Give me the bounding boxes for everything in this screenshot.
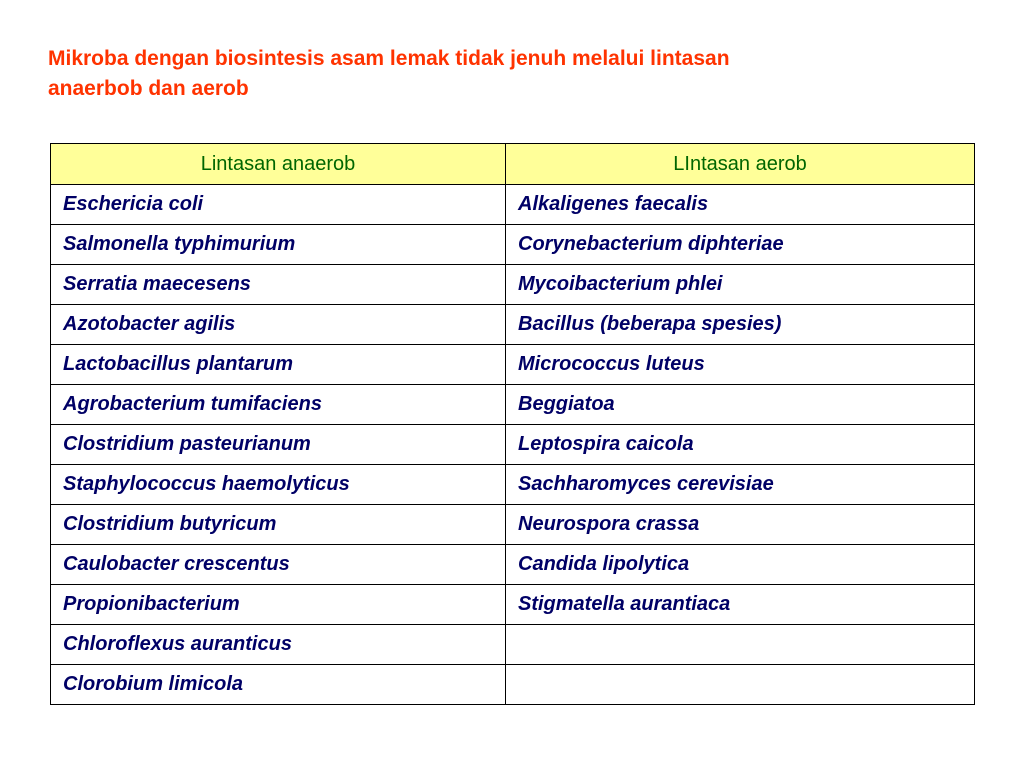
- table-row: [51, 505, 975, 545]
- cell-aerob: [506, 665, 975, 705]
- species-table: [50, 143, 975, 705]
- cell-aerob: Leptospira caicola: [506, 425, 975, 465]
- cell-aerob: Alkaligenes faecalis: [506, 185, 975, 225]
- cell-anaerob: Staphylococcus haemolyticus: [51, 465, 506, 505]
- table-row: [51, 665, 975, 705]
- cell-anaerob: Clorobium limicola: [51, 665, 506, 705]
- cell-aerob: Micrococcus luteus: [506, 345, 975, 385]
- cell-aerob: Stigmatella aurantiaca: [506, 585, 975, 625]
- slide-title-line-1: Mikroba dengan biosintesis asam lemak tidak jenuh melalui lintasan: [48, 47, 730, 70]
- cell-aerob: Neurospora crassa: [506, 505, 975, 545]
- table-header-row: [51, 144, 975, 185]
- cell-anaerob: Clostridium butyricum: [51, 505, 506, 545]
- cell-anaerob: Chloroflexus auranticus: [51, 625, 506, 665]
- table-row: [51, 625, 975, 665]
- cell-anaerob: Caulobacter crescentus: [51, 545, 506, 585]
- cell-anaerob: Agrobacterium tumifaciens: [51, 385, 506, 425]
- cell-aerob: [506, 625, 975, 665]
- cell-aerob: Candida lipolytica: [506, 545, 975, 585]
- table-row: [51, 465, 975, 505]
- header-aerob: LIntasan aerob: [506, 144, 975, 185]
- table-row: [51, 425, 975, 465]
- table-row: [51, 305, 975, 345]
- cell-anaerob: Azotobacter agilis: [51, 305, 506, 345]
- table-row: [51, 225, 975, 265]
- cell-aerob: Mycoibacterium phlei: [506, 265, 975, 305]
- slide-title-line-2: anaerbob dan aerob: [48, 77, 249, 100]
- table-row: [51, 345, 975, 385]
- table-row: [51, 585, 975, 625]
- cell-anaerob: Eschericia coli: [51, 185, 506, 225]
- table-row: [51, 385, 975, 425]
- cell-anaerob: Propionibacterium: [51, 585, 506, 625]
- table-row: [51, 545, 975, 585]
- cell-anaerob: Serratia maecesens: [51, 265, 506, 305]
- slide-title: [48, 44, 948, 104]
- header-anaerob: Lintasan anaerob: [51, 144, 506, 185]
- table-row: [51, 185, 975, 225]
- cell-aerob: Sachharomyces cerevisiae: [506, 465, 975, 505]
- cell-anaerob: Clostridium pasteurianum: [51, 425, 506, 465]
- cell-aerob: Corynebacterium diphteriae: [506, 225, 975, 265]
- cell-aerob: Beggiatoa: [506, 385, 975, 425]
- cell-aerob: Bacillus (beberapa spesies): [506, 305, 975, 345]
- table-row: [51, 265, 975, 305]
- cell-anaerob: Salmonella typhimurium: [51, 225, 506, 265]
- cell-anaerob: Lactobacillus plantarum: [51, 345, 506, 385]
